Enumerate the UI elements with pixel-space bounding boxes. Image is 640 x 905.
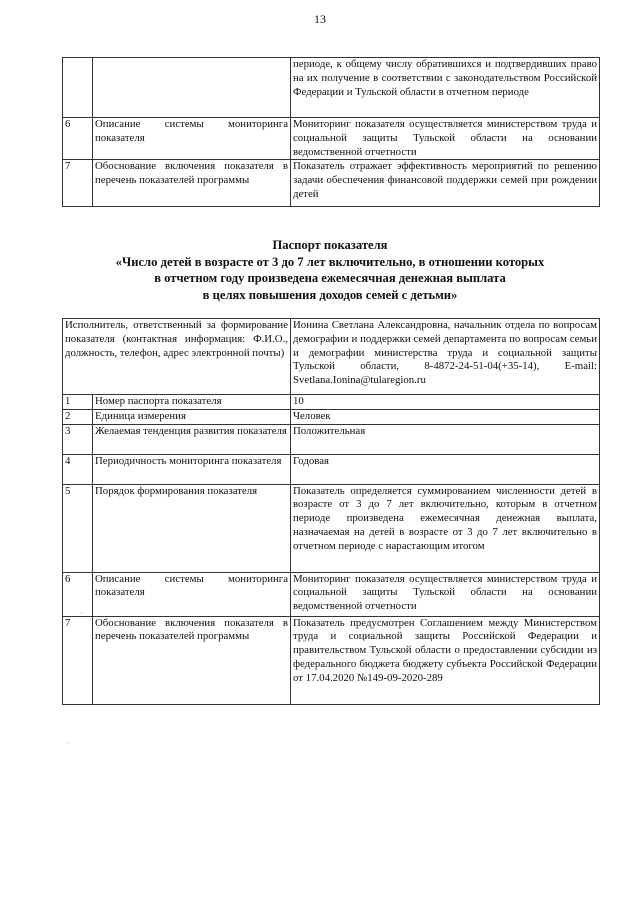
passport-title: [60, 237, 600, 303]
row-label: Желаемая тенденция развития показателя: [93, 424, 291, 454]
executor-label: Исполнитель, ответственный за формирование показателя (контактная информация: Ф.И.О., должность, телефон, адрес электронной почты): [63, 319, 291, 395]
passport-title-line: Паспорт показателя: [272, 238, 388, 252]
table-row: [63, 395, 600, 410]
row-number: 1: [63, 395, 93, 410]
executor-value: Ионина Светлана Александровна, начальник отдела по вопросам демографии и поддержки семей департамента по вопросам семьи и демографии министерства труда и социальной защиты Тульской области, 8-4872-24-51-04(+35-14), E-mail: Svetlana.Ionina@tularegion.ru: [291, 319, 600, 395]
row-label: [93, 58, 291, 118]
row-value: периоде, к общему числу обратившихся и подтвердивших право на их получение в соответствии с законодательством Российской Федерации и Тульской области в отчетном периоде: [291, 58, 600, 118]
row-number: 6: [63, 118, 93, 160]
passport-title-line: в целях повышения доходов семей с детьми»: [202, 287, 458, 302]
row-value: Положительная: [291, 424, 600, 454]
table-row: [63, 454, 600, 484]
page-number: 13: [314, 12, 326, 26]
scan-mark: ·: [80, 608, 83, 618]
row-label: Обоснование включения показателя в перечень показателей программы: [93, 160, 291, 207]
row-label: Порядок формирования показателя: [93, 484, 291, 572]
row-value: Показатель отражает эффективность мероприятий по решению задачи обеспечения финансовой поддержки семей при рождении детей: [291, 160, 600, 207]
row-label: Описание системы мониторинга показателя: [93, 572, 291, 616]
row-number: 7: [63, 616, 93, 704]
table-row: [63, 118, 600, 160]
row-label: Номер паспорта показателя: [93, 395, 291, 410]
row-value: Мониторинг показателя осуществляется министерством труда и социальной защиты Тульской области на основании ведомственной отчетности: [291, 118, 600, 160]
row-number: 7: [63, 160, 93, 207]
table-row: [63, 409, 600, 424]
passport-title-line: «Число детей в возрасте от 3 до 7 лет включительно, в отношении которых: [115, 254, 545, 269]
row-value: 10: [291, 395, 600, 410]
table-row: [63, 58, 600, 118]
table-row: [63, 424, 600, 454]
row-value: Показатель определяется суммированием численности детей в возрасте от 3 до 7 лет включительно, которым в отчетном периоде произведена ежемесячная денежная выплата, назначаемая на детей в возрасте от 3 до 7 лет включительно в отчетном периоде с нарастающим итогом: [291, 484, 600, 572]
row-label: Единица измерения: [93, 409, 291, 424]
row-value: Годовая: [291, 454, 600, 484]
table-row: [63, 160, 600, 207]
passport-title-line: в отчетном году произведена ежемесячная денежная выплата: [154, 271, 506, 286]
row-label: Описание системы мониторинга показателя: [93, 118, 291, 160]
row-number: [63, 58, 93, 118]
row-number: 3: [63, 424, 93, 454]
table-row: [63, 616, 600, 704]
row-label: Обоснование включения показателя в перечень показателей программы: [93, 616, 291, 704]
row-value: Человек: [291, 409, 600, 424]
row-number: 6: [63, 572, 93, 616]
row-number: 4: [63, 454, 93, 484]
passport-table: [62, 318, 600, 705]
row-value: Показатель предусмотрен Соглашением между Министерством труда и социальной защиты Российской Федерации и правительством Тульской области о предоставлении субсидии из федерального бюджета бюджету субъекта Российской Федерации от 17.04.2020 №149-09-2020-289: [291, 616, 600, 704]
row-label: Периодичность мониторинга показателя: [93, 454, 291, 484]
row-number: 2: [63, 409, 93, 424]
continuation-table: [62, 57, 600, 207]
table-row: [63, 572, 600, 616]
row-number: 5: [63, 484, 93, 572]
scan-mark: ·: [66, 738, 69, 748]
table-row: [63, 484, 600, 572]
executor-row: [63, 319, 600, 395]
row-value: Мониторинг показателя осуществляется министерством труда и социальной защиты Тульской области на основании ведомственной отчетности: [291, 572, 600, 616]
